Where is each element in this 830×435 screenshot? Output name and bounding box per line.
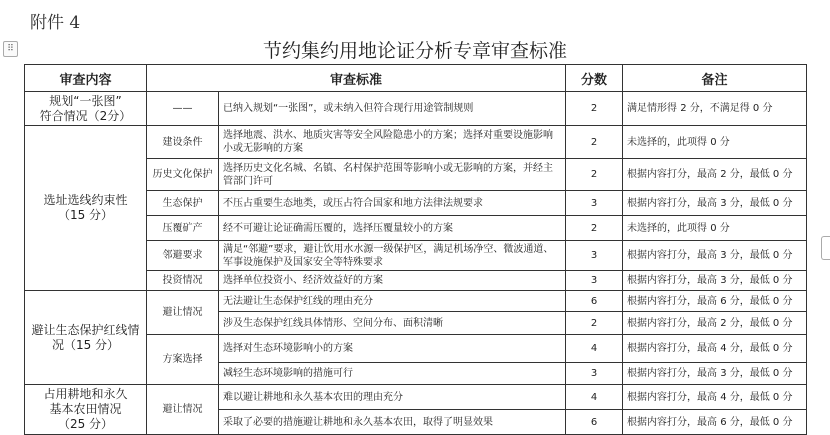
- criteria-cell: 满足“邻避”要求，避让饮用水水源一级保护区，满足机场净空、微波通道、军事设施保护及国家安全等特殊要求: [219, 241, 566, 271]
- note-cell: 根据内容打分，最高 3 分，最低 0 分: [623, 363, 807, 385]
- score-cell: 2: [566, 216, 623, 241]
- criteria-cell: 已纳入规划“一张图”，或未纳入但符合现行用途管制规则: [219, 92, 566, 126]
- score-cell: 3: [566, 191, 623, 216]
- sub-item-cell: 方案选择: [147, 335, 219, 385]
- score-cell: 2: [566, 126, 623, 159]
- criteria-cell: 采取了必要的措施避让耕地和永久基本农田，取得了明显效果: [219, 410, 566, 435]
- note-cell: 满足情形得 2 分，不满足得 0 分: [623, 92, 807, 126]
- sub-item-cell: 历史文化保护: [147, 159, 219, 191]
- score-cell: 2: [566, 92, 623, 126]
- sub-item-cell: 建设条件: [147, 126, 219, 159]
- score-cell: 3: [566, 241, 623, 271]
- sub-item-cell: ——: [147, 92, 219, 126]
- criteria-cell: 选择对生态环境影响小的方案: [219, 335, 566, 363]
- sub-item-cell: 压覆矿产: [147, 216, 219, 241]
- sub-item-cell: 避让情况: [147, 385, 219, 435]
- criteria-cell: 选择地震、洪水、地质灾害等安全风险隐患小的方案；选择对重要设施影响小或无影响的方案: [219, 126, 566, 159]
- note-cell: 根据内容打分，最高 4 分，最低 0 分: [623, 385, 807, 410]
- review-standards-table: [24, 64, 807, 435]
- note-cell: 根据内容打分，最高 2 分，最低 0 分: [623, 312, 807, 335]
- score-cell: 3: [566, 271, 623, 291]
- side-panel-toggle[interactable]: [821, 236, 830, 260]
- sub-item-cell: 投资情况: [147, 271, 219, 291]
- header-review-content: 审查内容: [25, 65, 147, 92]
- note-cell: 未选择的，此项得 0 分: [623, 126, 807, 159]
- criteria-cell: 经不可避让论证确需压覆的，选择压覆量较小的方案: [219, 216, 566, 241]
- note-cell: 根据内容打分，最高 3 分，最低 0 分: [623, 241, 807, 271]
- score-cell: 4: [566, 385, 623, 410]
- score-cell: 6: [566, 410, 623, 435]
- criteria-cell: 难以避让耕地和永久基本农田的理由充分: [219, 385, 566, 410]
- attachment-label: 附件 4: [30, 13, 81, 33]
- score-cell: 2: [566, 312, 623, 335]
- header-note: 备注: [623, 65, 807, 92]
- note-cell: 根据内容打分，最高 3 分，最低 0 分: [623, 191, 807, 216]
- note-cell: 未选择的，此项得 0 分: [623, 216, 807, 241]
- criteria-cell: 涉及生态保护红线具体情形、空间分布、面积清晰: [219, 312, 566, 335]
- review-content-cell: 选址选线约束性 （15 分）: [25, 126, 147, 291]
- criteria-cell: 减轻生态环境影响的措施可行: [219, 363, 566, 385]
- review-content-cell: 避让生态保护红线情况（15 分）: [25, 291, 147, 385]
- table-header-row: [25, 65, 807, 92]
- criteria-cell: 选择单位投资小、经济效益好的方案: [219, 271, 566, 291]
- header-score: 分数: [566, 65, 623, 92]
- sub-item-cell: 避让情况: [147, 291, 219, 335]
- score-cell: 3: [566, 363, 623, 385]
- header-review-standard: 审查标准: [147, 65, 566, 92]
- drag-handle-icon[interactable]: ⠿: [3, 41, 18, 57]
- note-cell: 根据内容打分，最高 4 分，最低 0 分: [623, 335, 807, 363]
- criteria-cell: 选择历史文化名城、名镇、名村保护范围等影响小或无影响的方案，并经主管部门许可: [219, 159, 566, 191]
- note-cell: 根据内容打分，最高 6 分，最低 0 分: [623, 410, 807, 435]
- note-cell: 根据内容打分，最高 6 分，最低 0 分: [623, 291, 807, 312]
- note-cell: 根据内容打分，最高 3 分，最低 0 分: [623, 271, 807, 291]
- criteria-cell: 不压占重要生态地类，或压占符合国家和地方法律法规要求: [219, 191, 566, 216]
- table-row: [25, 92, 807, 126]
- table-row: [25, 385, 807, 410]
- score-cell: 4: [566, 335, 623, 363]
- document-title: 节约集约用地论证分析专章审查标准: [262, 40, 567, 62]
- review-content-cell: 规划“一张图” 符合情况（2分）: [25, 92, 147, 126]
- score-cell: 2: [566, 159, 623, 191]
- criteria-cell: 无法避让生态保护红线的理由充分: [219, 291, 566, 312]
- note-cell: 根据内容打分，最高 2 分，最低 0 分: [623, 159, 807, 191]
- review-content-cell: 占用耕地和永久 基本农田情况 （25 分）: [25, 385, 147, 435]
- table-row: [25, 291, 807, 312]
- sub-item-cell: 生态保护: [147, 191, 219, 216]
- score-cell: 6: [566, 291, 623, 312]
- table-row: [25, 126, 807, 159]
- sub-item-cell: 邻避要求: [147, 241, 219, 271]
